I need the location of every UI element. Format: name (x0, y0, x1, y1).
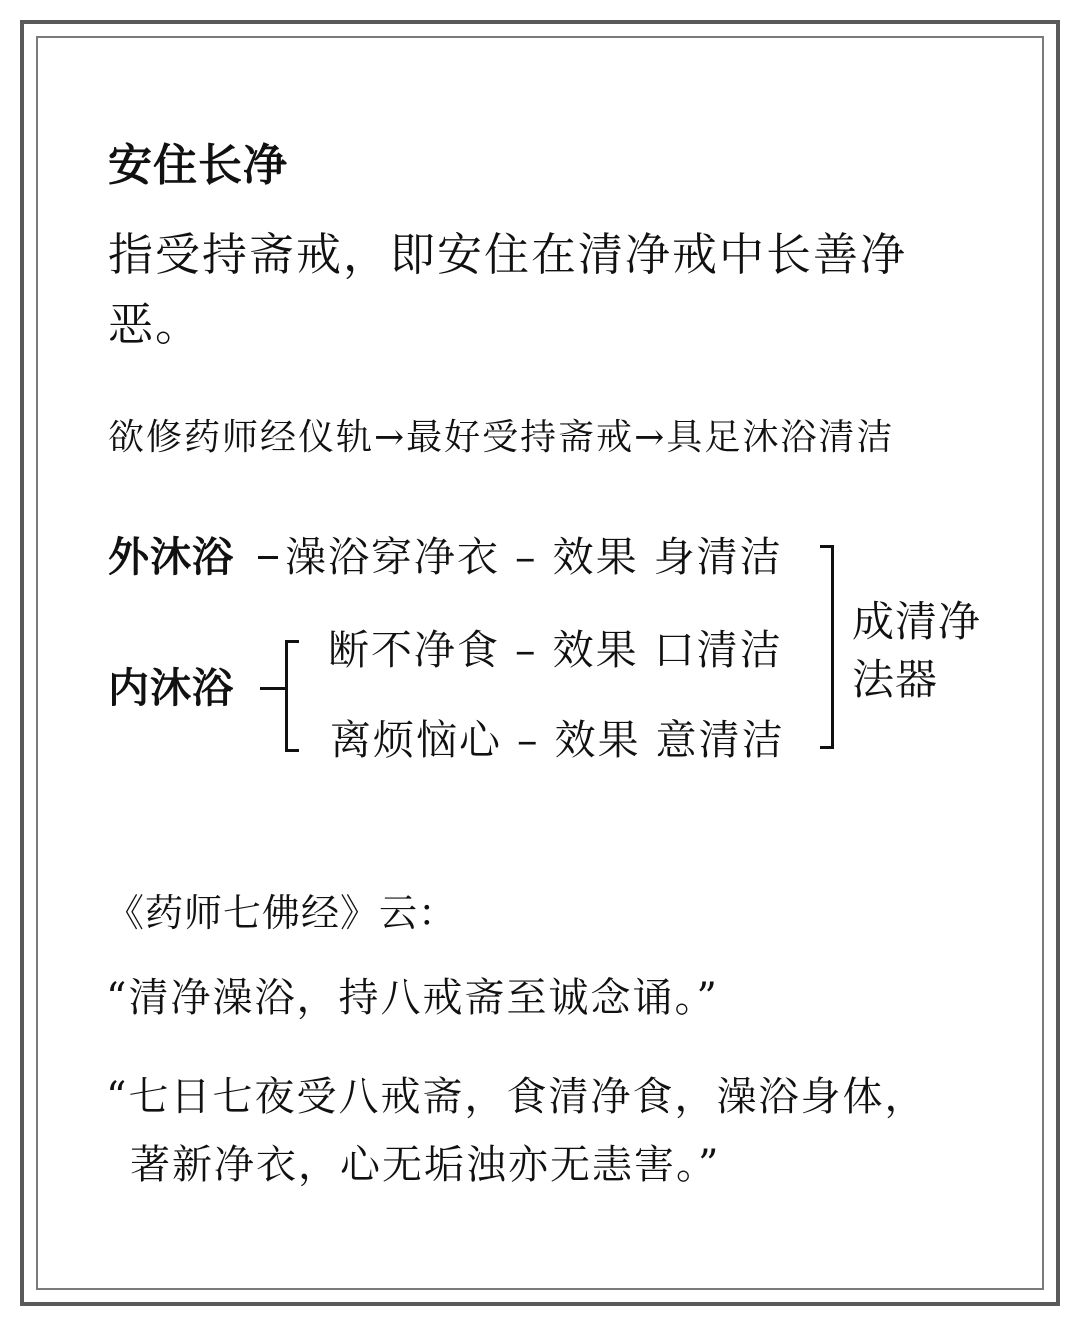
inner-connector-dash (260, 687, 285, 690)
page-title: 安住长净 (108, 140, 288, 191)
result-right-bracket (820, 545, 834, 749)
quote-2-line-2: 著新净衣，心无垢浊亦无恚害。” (130, 1142, 721, 1188)
result-line-1: 成清净 (852, 597, 982, 646)
definition-line-2: 恶。 (108, 298, 203, 351)
practice-sequence: 欲修药师经仪轨→最好受持斋戒→具足沐浴清洁 (108, 417, 895, 458)
outer-bathing-line: 澡浴穿净衣 – 效果 身清洁 (285, 533, 783, 581)
outer-connector-dash (258, 556, 278, 559)
result-line-2: 法器 (852, 655, 939, 704)
quote-source: 《药师七佛经》云： (106, 891, 458, 935)
definition-line-1: 指受持斋戒，即安住在清净戒中长善净 (108, 228, 908, 281)
inner-left-bracket (285, 640, 299, 752)
quote-2-line-1: “七日七夜受八戒斋，食清净食，澡浴身体， (106, 1074, 927, 1120)
quote-1: “清净澡浴，持八戒斋至诚念诵。” (106, 975, 719, 1021)
inner-bathing-label: 内沐浴 (108, 664, 234, 712)
inner-bathing-line-1: 断不净食 – 效果 口清洁 (328, 626, 783, 674)
inner-bathing-line-2: 离烦恼心 – 效果 意清洁 (330, 716, 785, 764)
outer-bathing-label: 外沐浴 (108, 533, 234, 581)
